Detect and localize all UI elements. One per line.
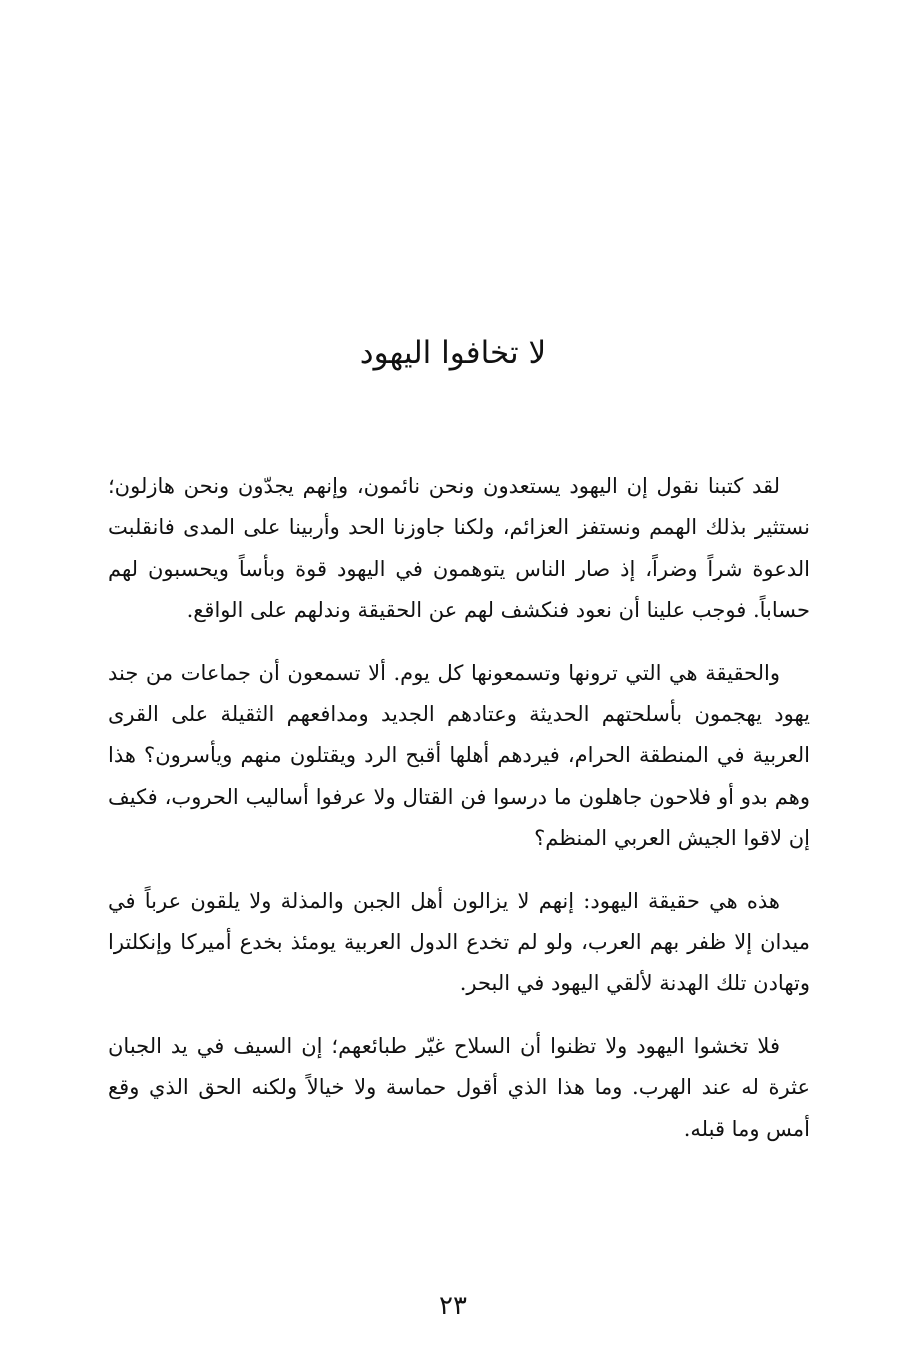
paragraph-3: هذه هي حقيقة اليهود: إنهم لا يزالون أهل الجبن والمذلة ولا يلقون عرباً في ميدان إلا ظفر بهم العرب، ولو لم تخدع الدول العربية يومئذ بخدع أميركا وإنكلترا وتهادن تلك الهدنة لألقي اليهود في البحر. [108,888,810,996]
page-number: ٢٣ [439,1291,467,1321]
paragraph-4: فلا تخشوا اليهود ولا تظنوا أن السلاح غيّر طبائعهم؛ إن السيف في يد الجبان عثرة له عند الهرب. وما هذا الذي أقول حماسة ولا خيالاً ولكنه الحق الذي وقع أمس وما قبله. [108,1033,810,1141]
chapter-title: لا تخافوا اليهود [359,335,547,371]
body-text [108,466,810,1171]
paragraph-1: لقد كتبنا نقول إن اليهود يستعدون ونحن نائمون، وإنهم يجدّون ونحن هازلون؛ نستثير بذلك الهمم ونستفز العزائم، ولكنا جاوزنا الحد وأربينا على المدى فانقلبت الدعوة شراً وضراً، إذ صار الناس يتوهمون في اليهود قوة وبأساً ويحسبون لهم حساباً. فوجب علينا أن نعود فنكشف لهم عن الحقيقة وندلهم على الواقع. [108,474,810,623]
paragraph-2: والحقيقة هي التي ترونها وتسمعونها كل يوم. ألا تسمعون أن جماعات من جند يهود يهجمون بأسلحتهم الحديثة وعتادهم الجديد ومدافعهم الثقيلة على القرى العربية في المنطقة الحرام، فيردهم أهلها أقبح الرد ويقتلون منهم ويأسرون؟ هذا وهم بدو أو فلاحون جاهلون ما درسوا فن القتال ولا عرفوا أساليب الحروب، فكيف إن لاقوا الجيش العربي المنظم؟ [108,660,810,851]
